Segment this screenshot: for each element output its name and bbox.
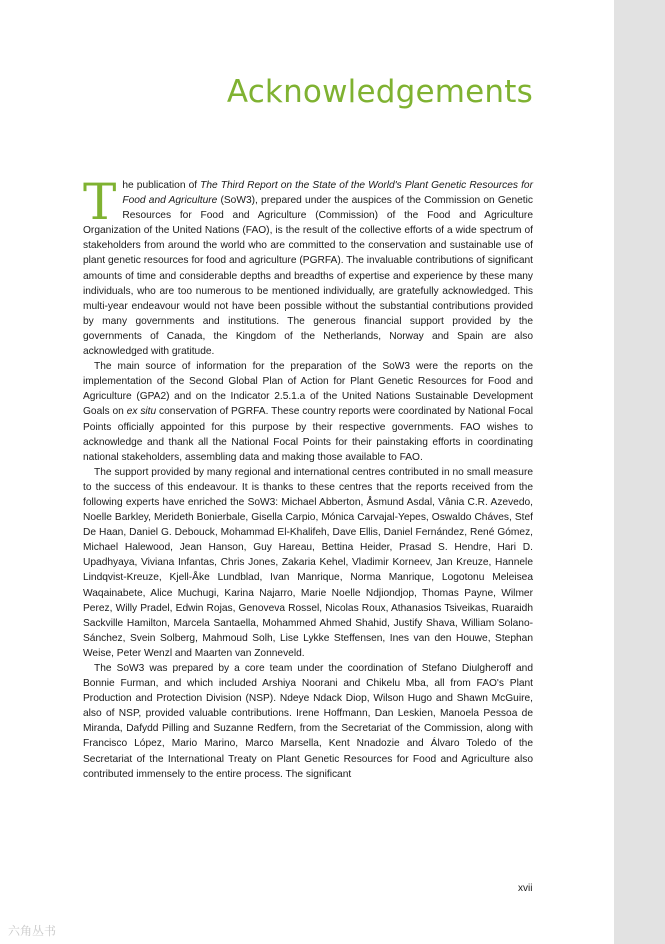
- page-number: xvii: [518, 883, 533, 894]
- paragraph-2-body: conservation of PGRFA. These country reports were coordinated by National Focal Points officially appointed for this purpose by their respective governments. FAO wishes to acknowledge and thank all the National Focal Points for their painstaking efforts in coordinating national stakeholders, assembling data and making those available to FAO.: [83, 406, 533, 463]
- ex-situ-italic: ex situ: [126, 406, 157, 418]
- paragraph-1-body: (SoW3), prepared under the auspices of the Commission on Genetic Resources for Food and Agriculture (Commission) of the Food and Agriculture Organization of the United Nations (FAO), is the result of the collective efforts of a wide spectrum of stakeholders from around the world who are committed to the conservation and sustainable use of plant genetic resources for food and agriculture (PGRFA). The invaluable contributions of significant amounts of time and considerable depths and breadths of expertise and experience by these many individuals, who are too numerous to be mentioned individually, are gratefully acknowledged. This multi-year endeavour would not have been possible without the substantial contributions provided by many governments and institutions. The generous financial support provided by the governments of Canada, the Kingdom of the Netherlands, Norway and Spain are also acknowledged with gratitude.: [83, 195, 533, 358]
- paragraph-3: The support provided by many regional and international centres contributed in no small measure to the success of this endeavour. It is thanks to these centres that the reports received from the following experts have enriched the SoW3: Michael Abberton, Åsmund Asdal, Vânia C.R. Azevedo, Noelle Barkley, Merideth Bonierbale, Gisella Carpio, Mónica Carvajal-Yepes, Oswaldo Cháves, Stef De Haan, Daniel G. Debouck, Mohammad El-Khalifeh, Dave Ellis, Daniel Fernández, René Gómez, Michael Halewood, Jean Hanson, Guy Hareau, Bettina Heider, Prasad S. Hendre, Hari D. Upadhyaya, Viviana Infantas, Chris Jones, Zakaria Kehel, Vladimir Korneev, Jan Kreuze, Hannele Lindqvist-Kreuze, Kjell-Åke Lundblad, Ivan Manrique, Norma Manrique, Logotonu Meleisea Waqainabete, Alice Muchugi, Karina Najarro, Marie Noelle Ndjiondjop, Thomas Payne, Wilmer Perez, Willy Pradel, Edwin Rojas, Genoveva Rossel, Nicolas Roux, Athanasios Tsiveikas, Ruaraidh Sackville Hamilton, Marcela Santaella, Mohammed Ahmed Shahid, Justify Shava, William Solano-Sánchez, Svein Solberg, Mahmoud Solh, Lise Lykke Steffensen, Ines van den Houwe, Stephan Weise, Peter Wenzl and Maarten van Zonneveld.: [83, 466, 533, 659]
- paragraph-1: [83, 173, 533, 359]
- paragraph-4: The SoW3 was prepared by a core team under the coordination of Stefano Diulgheroff and Bonnie Furman, and which included Arshiya Noorani and Chikelu Mba, all from FAO's Plant Production and Protection Division (NSP). Ndeye Ndack Diop, Wilson Hugo and Shawn McGuire, also of NSP, provided valuable contributions. Irene Hoffmann, Dan Leskien, Manoela Pessoa de Miranda, Dafydd Pilling and Suzanne Redfern, from the Secretariat of the Commission, along with Francisco López, Mario Marino, Marco Marsella, Kent Nnadozie and Álvaro Toledo of the Secretariat of the International Treaty on Plant Genetic Resources for Food and Agriculture also contributed immensely to the entire process. The significant: [83, 663, 533, 780]
- page-title: Acknowledgements: [226, 74, 533, 110]
- report-title-italic: The Third Report on the State of the World's Plant Genetic Resources for Food and Agriculture: [122, 180, 533, 207]
- paragraph-2: [83, 359, 533, 465]
- drop-cap: T: [83, 173, 117, 231]
- right-margin-band: [614, 0, 665, 944]
- body-text: [83, 173, 533, 782]
- paragraph-1-intro: he publication of: [122, 180, 201, 191]
- paragraph-2-intro: The main source of information for the preparation of the SoW3 were the reports on the implementation of the Second Global Plan of Action for Plant Genetic Resources for Food and Agriculture (GPA2) and on the Indicator 2.5.1.a of the United Nations Sustainable Development Goals on: [83, 361, 533, 418]
- watermark-logo: 六角丛书: [8, 924, 57, 938]
